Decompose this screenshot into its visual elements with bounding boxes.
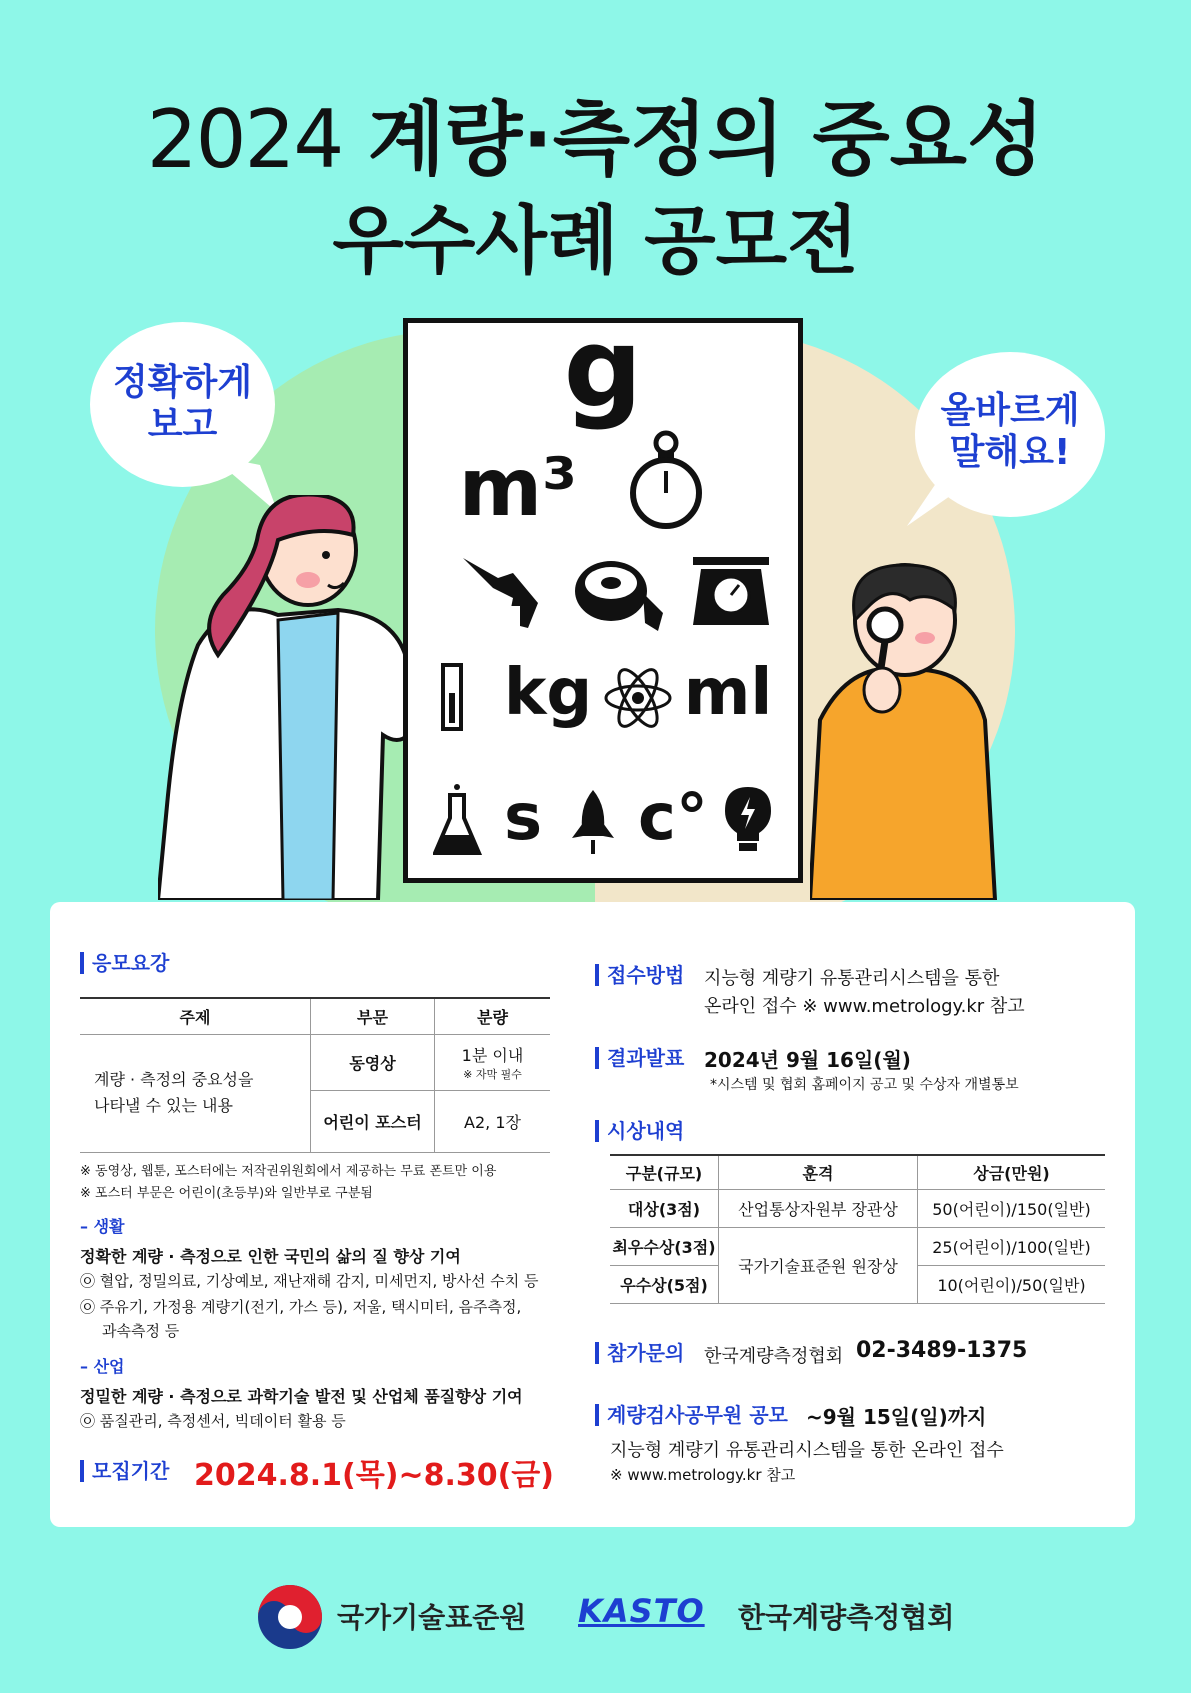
contact-org: 한국계량측정협회 [704, 1346, 844, 1367]
industry-description: 정밀한 계량 · 측정으로 과학기술 발전 및 산업체 품질향상 기여 [80, 1387, 523, 1406]
tape-measure-icon [573, 553, 668, 633]
table-row: 대상(3점) [610, 1189, 719, 1227]
table-row: 어린이 포스터 [311, 1090, 435, 1152]
symbol-celsius: c° [638, 781, 708, 855]
application-table [80, 997, 550, 1153]
result-date: 2024년 9월 16일(월) [704, 1048, 911, 1072]
life-example-2: ㉧ 주유기, 가정용 계량기(전기, 가스 등), 저울, 택시미터, 음주측정, [80, 1298, 522, 1316]
prize-money: 50(어린이)/150(일반) [918, 1189, 1106, 1227]
lightbulb-icon [723, 785, 773, 853]
table-row: 우수상(5점) [610, 1265, 719, 1303]
official-method: 지능형 계량기 유통관리시스템을 통한 온라인 접수 [610, 1440, 1004, 1461]
symbol-m3: m³ [458, 441, 578, 534]
recruitment-period: 2024.8.1(목)~8.30(금) [194, 1458, 554, 1493]
prize-honor: 산업통상자원부 장관상 [719, 1189, 918, 1227]
atom-icon [603, 668, 673, 728]
submission-method-1: 지능형 계량기 유통관리시스템을 통한 [704, 968, 1000, 989]
thermometer-icon [438, 663, 468, 733]
prize-money: 10(어린이)/50(일반) [918, 1265, 1106, 1303]
kasto-logo: KASTO [578, 1592, 705, 1630]
title-year: 2024 [146, 93, 343, 186]
table-row: 최우수상(3점) [610, 1227, 719, 1265]
info-panel [50, 902, 1135, 1527]
eye-chart [403, 304, 803, 883]
symbol-s: s [503, 781, 543, 855]
prize-header-money: 상금(만원) [918, 1155, 1106, 1189]
contact-phone: 02-3489-1375 [856, 1338, 1028, 1363]
table-row: 동영상 [311, 1034, 435, 1090]
official-deadline: ~9월 15일(일)까지 [806, 1405, 987, 1429]
symbol-g: g [563, 304, 643, 432]
note-divisions: ※ 포스터 부문은 어린이(초등부)와 일반부로 구분됨 [80, 1186, 373, 1201]
title-main: 계량·측정의 중요성 [367, 93, 1045, 186]
amount-note: ※ 자막 필수 [463, 1067, 522, 1081]
table-topic-cell: 계량 · 측정의 중요성을 나타낼 수 있는 내용 [80, 1034, 311, 1152]
section-official-recruit: 계량검사공무원 공모 [595, 1404, 788, 1426]
note-fonts: ※ 동영상, 웹툰, 포스터에는 저작권위원회에서 제공하는 무료 폰트만 이용 [80, 1164, 497, 1179]
symbol-kg: kg [503, 656, 593, 730]
taegeuk-logo-icon [255, 1582, 325, 1652]
official-note: ※ www.metrology.kr 참고 [610, 1466, 796, 1484]
prize-honor: 국가기술표준원 원장상 [719, 1227, 918, 1303]
submission-method-2: 온라인 접수 ※ www.metrology.kr 참고 [704, 996, 1025, 1017]
section-contact: 참가문의 [595, 1342, 684, 1364]
result-note: *시스템 및 협회 홈페이지 공고 및 수상자 개별통보 [710, 1077, 1019, 1093]
section-submission: 접수방법 [595, 964, 684, 986]
speech-bubble-left: 정확하게 보고 [90, 322, 275, 487]
prize-header-rank: 구분(규모) [610, 1155, 719, 1189]
rocket-icon [568, 788, 618, 858]
section-period: 모집기간 [80, 1460, 169, 1482]
life-description: 정확한 계량 · 측정으로 인한 국민의 삶의 질 향상 기여 [80, 1247, 461, 1266]
page-subtitle: 우수사례 공모전 [332, 198, 859, 284]
table-header-amount: 분량 [435, 998, 551, 1034]
life-example-1: ㉧ 혈압, 정밀의료, 기상예보, 재난재해 감지, 미세먼지, 방사선 수치 등 [80, 1272, 539, 1290]
flask-icon [433, 783, 483, 858]
footer-org-kasto: 한국계량측정협회 [738, 1601, 955, 1634]
prize-money: 25(어린이)/100(일반) [918, 1227, 1106, 1265]
bubble-tail-right [905, 470, 975, 530]
section-prize: 시상내역 [595, 1120, 684, 1142]
fuel-nozzle-icon [458, 548, 548, 633]
boy-magnifier-illustration [810, 560, 1000, 900]
table-header-topic: 주제 [80, 998, 311, 1034]
scale-icon [693, 553, 773, 628]
speech-bubble-right: 올바르게 말해요! [915, 352, 1105, 517]
stopwatch-icon [628, 423, 708, 533]
prize-table [610, 1154, 1105, 1304]
amount-value: 1분 이내 [461, 1045, 524, 1065]
life-heading: – 생활 [80, 1217, 125, 1236]
industry-heading: – 산업 [80, 1357, 125, 1376]
table-cell-amount: A2, 1장 [435, 1090, 551, 1152]
page-title [0, 95, 1191, 185]
section-application-guide: 응모요강 [80, 952, 169, 974]
symbol-ml: ml [683, 656, 773, 730]
prize-header-honor: 훈격 [719, 1155, 918, 1189]
life-example-2-cont: 과속측정 등 [102, 1322, 180, 1340]
footer-org-kats: 국가기술표준원 [337, 1601, 527, 1634]
industry-example: ㉧ 품질관리, 측정센서, 빅데이터 활용 등 [80, 1412, 346, 1430]
table-header-category: 부문 [311, 998, 435, 1034]
section-result: 결과발표 [595, 1047, 684, 1069]
table-cell-amount [435, 1034, 551, 1090]
